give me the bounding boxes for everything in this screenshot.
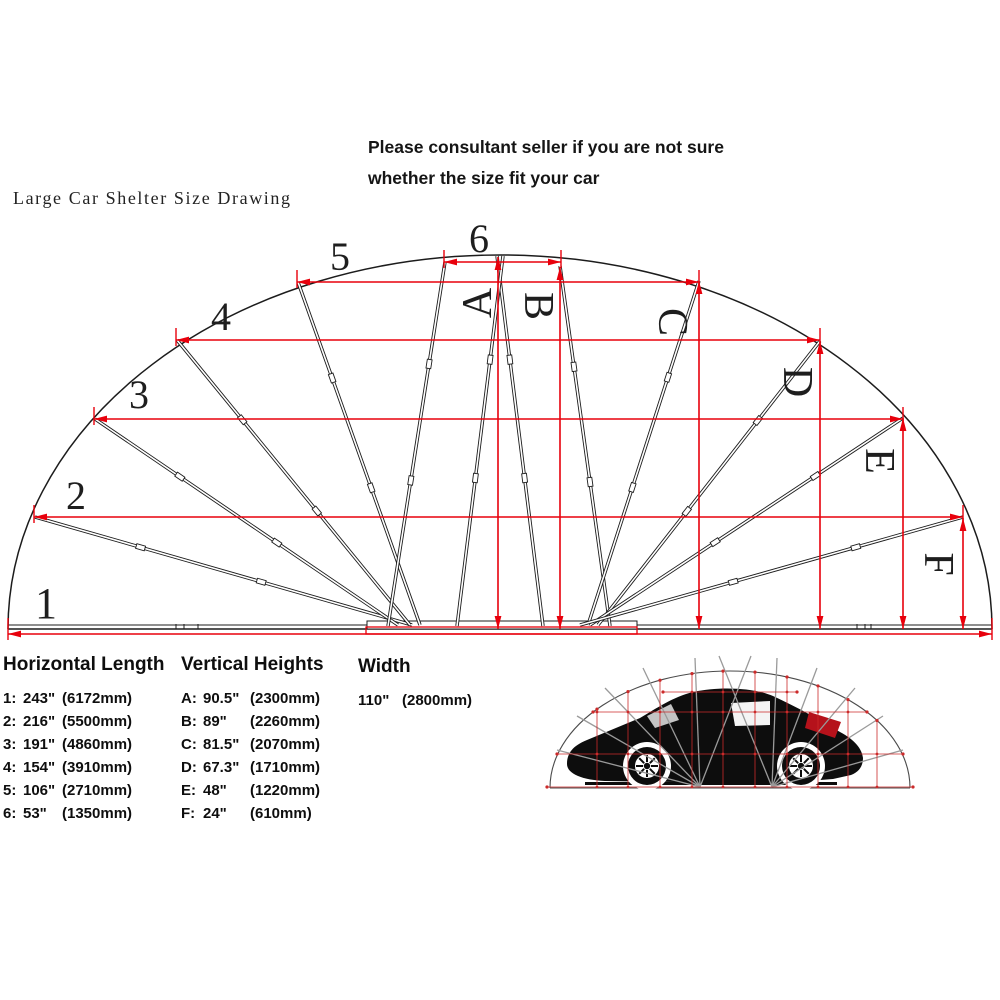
- dim-label-D: D: [774, 366, 820, 398]
- dim-label-3: 3: [129, 372, 149, 417]
- table-row: D: 67.3" (1710mm): [181, 759, 321, 776]
- width-mm: (2800mm): [402, 692, 473, 709]
- horizontal-length-heading: Horizontal Length: [3, 654, 165, 675]
- table-row: B: 89" (2260mm): [181, 713, 321, 730]
- dim-label-B: B: [515, 291, 561, 321]
- dim-label-C: C: [649, 307, 695, 337]
- table-row: E: 48" (1220mm): [181, 782, 321, 799]
- dim-label-5: 5: [330, 234, 350, 279]
- dim-label-A: A: [455, 287, 501, 319]
- width-block: [358, 656, 472, 709]
- car-illustration: [545, 656, 914, 790]
- horizontal-length-table: [3, 654, 164, 825]
- dim-label-1: 1: [35, 579, 57, 628]
- dim-label-2: 2: [66, 473, 86, 518]
- dim-label-6: 6: [469, 216, 489, 261]
- dim-label-4: 4: [211, 294, 231, 339]
- dim-label-E: E: [856, 448, 902, 474]
- seller-notice-line2: whether the size fit your car: [368, 168, 600, 188]
- table-row: 6: 53" (1350mm): [3, 805, 133, 822]
- page-title: Large Car Shelter Size Drawing: [13, 188, 292, 208]
- dim-label-F: F: [915, 552, 961, 576]
- table-row: 5: 106" (2710mm): [3, 782, 133, 799]
- vertical-heights-table: [181, 654, 324, 825]
- width-value-row: [358, 692, 472, 709]
- vertical-heights-heading: Vertical Heights: [181, 654, 324, 675]
- width-inches: 110": [358, 692, 390, 709]
- table-row: 1: 243" (6172mm): [3, 690, 133, 707]
- table-row: 4: 154" (3910mm): [3, 759, 133, 776]
- table-row: A: 90.5" (2300mm): [181, 690, 321, 707]
- table-row: C: 81.5" (2070mm): [181, 736, 321, 753]
- table-row: 3: 191" (4860mm): [3, 736, 133, 753]
- table-row: F: 24" (610mm): [181, 805, 312, 822]
- table-row: 2: 216" (5500mm): [3, 713, 133, 730]
- seller-notice-line1: Please consultant seller if you are not sure: [368, 137, 724, 157]
- width-heading: Width: [358, 656, 411, 677]
